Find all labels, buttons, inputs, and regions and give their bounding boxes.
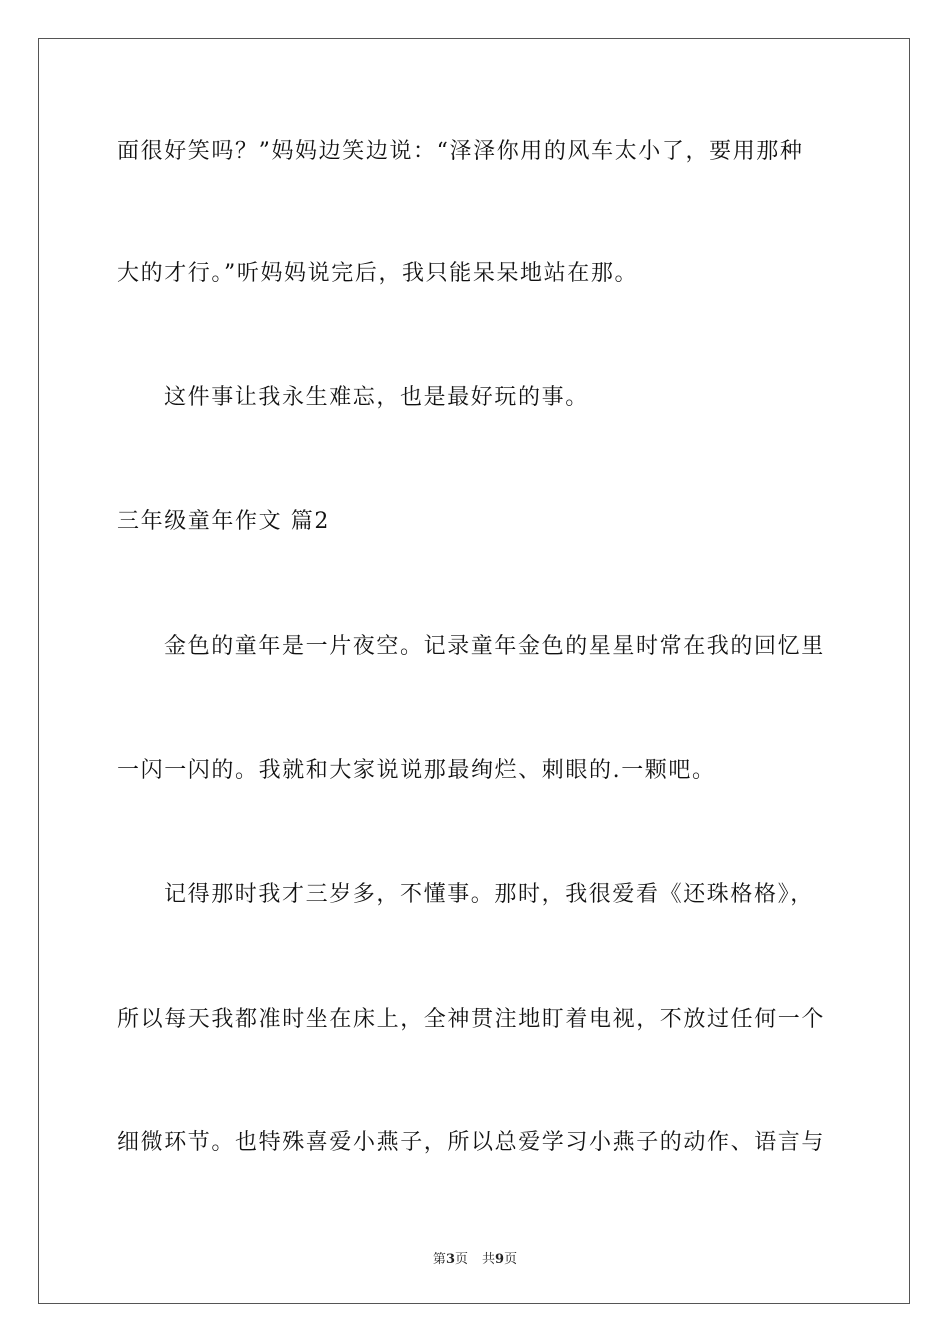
body-text-line: 一闪一闪的。我就和大家说说那最绚烂、刺眼的.一颗吧。 bbox=[117, 758, 716, 783]
page-total: 9 bbox=[495, 1252, 505, 1267]
page-prefix: 第 bbox=[432, 1252, 446, 1267]
body-text-line: 大的才行。”听妈妈说完后，我只能呆呆地站在那。 bbox=[117, 261, 639, 286]
paragraph-text-line: 这件事让我永生难忘，也是最好玩的事。 bbox=[164, 385, 589, 410]
body-text-line: 细微环节。也特殊喜爱小燕子，所以总爱学习小燕子的动作、语言与 bbox=[117, 1130, 826, 1155]
page-footer bbox=[0, 1248, 950, 1267]
total-prefix: 共 bbox=[482, 1252, 496, 1267]
page-number: 3 bbox=[445, 1252, 455, 1267]
total-suffix: 页 bbox=[504, 1252, 518, 1267]
section-heading: 三年级童年作文 篇2 bbox=[117, 509, 330, 534]
body-text-line: 所以每天我都准时坐在床上，全神贯注地盯着电视，不放过任何一个 bbox=[117, 1007, 826, 1032]
paragraph-text-line: 记得那时我才三岁多，不懂事。那时，我很爱看《还珠格格》， bbox=[164, 882, 814, 907]
page-suffix: 页 bbox=[454, 1252, 468, 1267]
page-border bbox=[38, 38, 910, 1304]
paragraph-text-line: 金色的童年是一片夜空。记录童年金色的星星时常在我的回忆里 bbox=[164, 634, 825, 659]
body-text-line: 面很好笑吗？”妈妈边笑边说：“泽泽你用的风车太小了，要用那种 bbox=[117, 139, 804, 164]
